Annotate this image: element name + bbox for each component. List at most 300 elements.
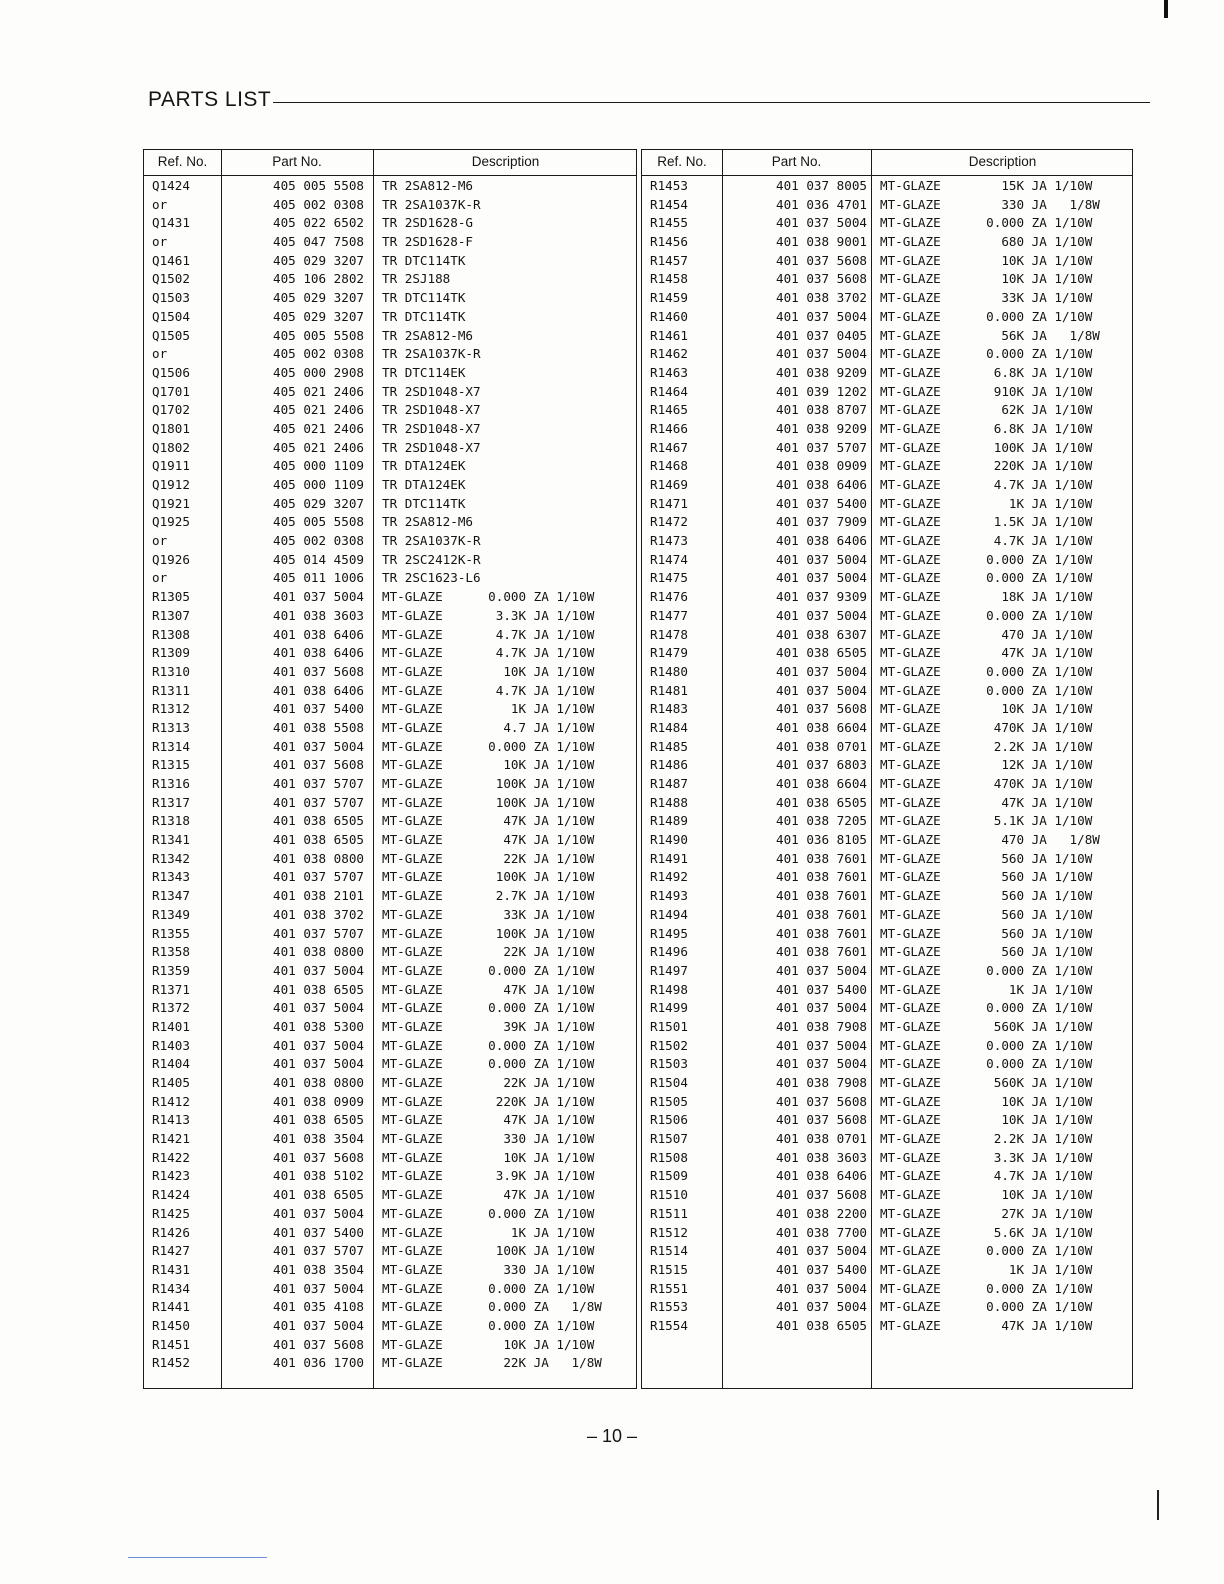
part-no-cell: 401 038 6505	[273, 832, 364, 848]
part-no-cell: 401 037 5707	[776, 439, 867, 455]
description-cell: MT-GLAZE 1K JA 1/10W	[880, 495, 1093, 511]
part-no-cell: 401 038 7908	[776, 1075, 867, 1090]
part-no-cell: 405 000 1109	[273, 477, 364, 492]
ref-no-cell: R1403	[152, 1037, 190, 1053]
description-cell: MT-GLAZE 0.000 ZA 1/10W	[880, 1299, 1093, 1315]
table-header	[144, 150, 636, 176]
table-row	[144, 551, 636, 570]
table-row	[144, 495, 636, 514]
table-row	[642, 513, 1132, 532]
table-row	[144, 1186, 636, 1205]
description-cell: MT-GLAZE 27K JA 1/10W	[880, 1205, 1093, 1221]
table-row	[642, 327, 1132, 346]
ref-no-cell: R1493	[650, 888, 688, 904]
part-no-cell: 401 038 0909	[776, 458, 867, 474]
description-cell: TR 2SJ188	[382, 271, 451, 287]
part-no-cell: 401 037 6803	[776, 757, 867, 773]
ref-no-cell: R1483	[650, 701, 688, 717]
ref-no-cell: R1468	[650, 458, 688, 474]
table-row	[642, 682, 1132, 701]
ref-no-cell: R1510	[650, 1187, 688, 1203]
ref-no-cell: R1454	[650, 196, 688, 212]
description-cell: MT-GLAZE 4.7K JA 1/10W	[880, 477, 1093, 492]
ref-no-cell: Q1502	[152, 271, 190, 287]
description-cell: TR DTC114TK	[382, 290, 466, 306]
ref-no-cell: R1427	[152, 1243, 190, 1259]
part-no-cell: 401 038 7601	[776, 925, 867, 941]
description-cell: MT-GLAZE 1K JA 1/10W	[880, 1261, 1093, 1277]
ref-no-cell: R1501	[650, 1018, 688, 1034]
ref-no-cell: R1485	[650, 738, 688, 754]
table-row	[642, 289, 1132, 308]
part-no-cell: 401 038 7700	[776, 1224, 867, 1240]
table-row	[144, 607, 636, 626]
part-no-cell: 405 011 1006	[273, 570, 364, 586]
ref-no-cell: R1359	[152, 962, 190, 978]
ref-no-cell: R1497	[650, 962, 688, 978]
table-row	[144, 177, 636, 196]
part-no-cell: 401 037 5004	[273, 1000, 364, 1016]
ref-no-cell: R1472	[650, 514, 688, 530]
part-no-cell: 401 037 5004	[776, 1243, 867, 1259]
description-cell: MT-GLAZE 0.000 ZA 1/10W	[880, 346, 1093, 362]
description-cell: MT-GLAZE 3.9K JA 1/10W	[382, 1168, 595, 1184]
description-cell: MT-GLAZE 10K JA 1/10W	[880, 1093, 1093, 1109]
ref-no-cell: R1425	[152, 1205, 190, 1221]
table-row	[642, 1037, 1132, 1056]
description-cell: MT-GLAZE 0.000 ZA 1/10W	[880, 1243, 1093, 1259]
table-row	[144, 1298, 636, 1317]
table-row	[642, 1111, 1132, 1130]
ref-no-cell: Q1424	[152, 178, 190, 193]
ref-no-cell: R1423	[152, 1168, 190, 1184]
description-cell: TR 2SA1037K-R	[382, 346, 481, 362]
part-no-cell: 401 037 5608	[776, 1187, 867, 1203]
description-cell: MT-GLAZE 2.7K JA 1/10W	[382, 888, 595, 904]
part-no-cell: 401 037 5004	[273, 1056, 364, 1072]
part-no-cell: 401 038 0909	[273, 1093, 364, 1109]
header-part-no: Part No.	[272, 154, 322, 169]
table-row	[144, 1354, 636, 1373]
table-row	[144, 981, 636, 1000]
part-no-cell: 405 014 4509	[273, 551, 364, 567]
description-cell: MT-GLAZE 2.2K JA 1/10W	[880, 1131, 1093, 1147]
ref-no-cell: R1496	[650, 944, 688, 960]
parts-table-left	[143, 149, 637, 1389]
description-cell: MT-GLAZE 2.2K JA 1/10W	[880, 738, 1093, 754]
part-no-cell: 401 038 3702	[776, 290, 867, 306]
description-cell: MT-GLAZE 12K JA 1/10W	[880, 757, 1093, 773]
ref-no-cell: R1503	[650, 1056, 688, 1072]
ref-no-cell: R1488	[650, 794, 688, 810]
part-no-cell: 401 038 6505	[273, 1187, 364, 1203]
description-cell: MT-GLAZE 22K JA 1/10W	[382, 944, 595, 960]
table-row	[144, 775, 636, 794]
part-no-cell: 401 038 6505	[273, 1112, 364, 1128]
ref-no-cell: R1481	[650, 682, 688, 698]
table-row	[642, 1280, 1132, 1299]
table-row	[144, 794, 636, 813]
table-row	[144, 569, 636, 588]
description-cell: TR 2SD1048-X7	[382, 420, 481, 436]
description-cell: MT-GLAZE 1K JA 1/10W	[880, 981, 1093, 997]
ref-no-cell: or	[152, 346, 168, 362]
part-no-cell: 401 037 5400	[273, 701, 364, 717]
description-cell: TR 2SD1048-X7	[382, 402, 481, 418]
description-cell: TR DTC114TK	[382, 252, 466, 268]
part-no-cell: 401 038 6505	[273, 813, 364, 829]
description-cell: TR 2SA812-M6	[382, 514, 473, 530]
table-row	[642, 831, 1132, 850]
description-cell: MT-GLAZE 100K JA 1/10W	[382, 1243, 595, 1259]
description-cell: MT-GLAZE 330 JA 1/10W	[382, 1131, 595, 1147]
ref-no-cell: Q1912	[152, 477, 190, 492]
description-cell: TR 2SD1048-X7	[382, 383, 481, 399]
ref-no-cell: Q1911	[152, 458, 190, 474]
part-no-cell: 401 038 9001	[776, 234, 867, 250]
table-row	[642, 196, 1132, 215]
description-cell: MT-GLAZE 4.7K JA 1/10W	[382, 645, 595, 661]
ref-no-cell: or	[152, 234, 168, 250]
part-no-cell: 401 037 5004	[776, 570, 867, 586]
part-no-cell: 401 037 5400	[273, 1224, 364, 1240]
ref-no-cell: R1459	[650, 290, 688, 306]
part-no-cell: 405 005 5508	[273, 178, 364, 193]
part-no-cell: 401 037 5608	[273, 663, 364, 679]
description-cell: MT-GLAZE 0.000 ZA 1/8W	[382, 1299, 602, 1315]
table-row	[642, 383, 1132, 402]
description-cell: MT-GLAZE 10K JA 1/10W	[880, 252, 1093, 268]
table-row	[144, 196, 636, 215]
part-no-cell: 401 037 5004	[776, 308, 867, 324]
part-no-cell: 405 002 0308	[273, 346, 364, 362]
description-cell: MT-GLAZE 39K JA 1/10W	[382, 1018, 595, 1034]
ref-no-cell: R1507	[650, 1131, 688, 1147]
table-row	[642, 439, 1132, 458]
part-no-cell: 401 038 6406	[273, 626, 364, 642]
ref-no-cell: R1554	[650, 1317, 688, 1333]
description-cell: MT-GLAZE 0.000 ZA 1/10W	[880, 1056, 1093, 1072]
description-cell: MT-GLAZE 4.7K JA 1/10W	[880, 533, 1093, 549]
table-row	[642, 794, 1132, 813]
description-cell: MT-GLAZE 10K JA 1/10W	[382, 663, 595, 679]
table-row	[642, 532, 1132, 551]
ref-no-cell: R1515	[650, 1261, 688, 1277]
table-row	[642, 700, 1132, 719]
table-row	[642, 756, 1132, 775]
description-cell: MT-GLAZE 47K JA 1/10W	[880, 645, 1093, 661]
description-cell: MT-GLAZE 4.7K JA 1/10W	[382, 626, 595, 642]
ref-no-cell: R1317	[152, 794, 190, 810]
part-no-cell: 401 038 3603	[273, 607, 364, 623]
ref-no-cell: Q1925	[152, 514, 190, 530]
ref-no-cell: R1479	[650, 645, 688, 661]
table-row	[144, 401, 636, 420]
part-no-cell: 401 037 5608	[273, 1336, 364, 1352]
ref-no-cell: R1461	[650, 327, 688, 343]
table-row	[144, 1018, 636, 1037]
ref-no-cell: R1494	[650, 906, 688, 922]
table-row	[144, 1093, 636, 1112]
part-no-cell: 401 037 5004	[273, 1280, 364, 1296]
ref-no-cell: R1431	[152, 1261, 190, 1277]
header-description: Description	[471, 154, 540, 169]
part-no-cell: 401 038 5102	[273, 1168, 364, 1184]
description-cell: MT-GLAZE 6.8K JA 1/10W	[880, 420, 1093, 436]
ref-no-cell: R1551	[650, 1280, 688, 1296]
table-row	[642, 775, 1132, 794]
table-row	[642, 1242, 1132, 1261]
page-title: PARTS LIST	[148, 88, 272, 111]
ref-no-cell: R1342	[152, 850, 190, 866]
table-row	[642, 925, 1132, 944]
ref-no-cell: or	[152, 196, 168, 212]
table-row	[144, 439, 636, 458]
description-cell: MT-GLAZE 56K JA 1/8W	[880, 327, 1100, 343]
ref-no-cell: R1455	[650, 215, 688, 231]
table-row	[144, 1224, 636, 1243]
table-row	[144, 308, 636, 327]
part-no-cell: 401 038 6604	[776, 719, 867, 735]
description-cell: MT-GLAZE 4.7 JA 1/10W	[382, 719, 595, 735]
header-ref-no: Ref. No.	[657, 154, 707, 169]
table-row	[144, 327, 636, 346]
part-no-cell: 401 038 7205	[776, 813, 867, 829]
description-cell: MT-GLAZE 0.000 ZA 1/10W	[382, 1056, 595, 1072]
part-no-cell: 405 029 3207	[273, 495, 364, 511]
table-row	[642, 906, 1132, 925]
table-row	[144, 906, 636, 925]
ref-no-cell: Q1921	[152, 495, 190, 511]
part-no-cell: 405 106 2802	[273, 271, 364, 287]
part-no-cell: 401 038 3702	[273, 906, 364, 922]
table-row	[642, 962, 1132, 981]
table-row	[642, 401, 1132, 420]
table-row	[144, 513, 636, 532]
part-no-cell: 401 037 5608	[273, 1149, 364, 1165]
table-row	[144, 719, 636, 738]
part-no-cell: 401 037 5004	[273, 1205, 364, 1221]
table-row	[144, 850, 636, 869]
ref-no-cell: R1463	[650, 364, 688, 380]
ref-no-cell: R1452	[152, 1355, 190, 1371]
ref-no-cell: R1450	[152, 1317, 190, 1333]
part-no-cell: 401 038 9209	[776, 420, 867, 436]
description-cell: MT-GLAZE 1.5K JA 1/10W	[880, 514, 1093, 530]
ref-no-cell: Q1504	[152, 308, 190, 324]
part-no-cell: 401 038 3603	[776, 1149, 867, 1165]
ref-no-cell: R1316	[152, 776, 190, 791]
part-no-cell: 401 037 5400	[776, 981, 867, 997]
description-cell: MT-GLAZE 0.000 ZA 1/10W	[880, 1280, 1093, 1296]
description-cell: MT-GLAZE 22K JA 1/10W	[382, 850, 595, 866]
ref-no-cell: R1486	[650, 757, 688, 773]
table-row	[642, 868, 1132, 887]
ref-no-cell: R1467	[650, 439, 688, 455]
part-no-cell: 405 005 5508	[273, 514, 364, 530]
part-no-cell: 401 038 6604	[776, 776, 867, 791]
description-cell: MT-GLAZE 560K JA 1/10W	[880, 1075, 1093, 1090]
table-row	[144, 1280, 636, 1299]
description-cell: MT-GLAZE 220K JA 1/10W	[880, 458, 1093, 474]
table-row	[144, 233, 636, 252]
description-cell: MT-GLAZE 330 JA 1/8W	[880, 196, 1100, 212]
description-cell: TR DTC114TK	[382, 495, 466, 511]
part-no-cell: 401 038 0701	[776, 1131, 867, 1147]
part-no-cell: 401 037 5608	[273, 757, 364, 773]
table-row	[642, 1261, 1132, 1280]
part-no-cell: 401 037 5004	[776, 1000, 867, 1016]
description-cell: TR 2SC1623-L6	[382, 570, 481, 586]
ref-no-cell: R1460	[650, 308, 688, 324]
description-cell: TR DTC114EK	[382, 364, 466, 380]
part-no-cell: 401 037 5004	[776, 1056, 867, 1072]
part-no-cell: 401 037 5608	[776, 252, 867, 268]
table-row	[642, 345, 1132, 364]
footer-rule	[128, 1557, 267, 1558]
ref-no-cell: or	[152, 533, 168, 549]
description-cell: MT-GLAZE 560 JA 1/10W	[880, 925, 1093, 941]
table-row	[144, 756, 636, 775]
description-cell: MT-GLAZE 0.000 ZA 1/10W	[382, 1317, 595, 1333]
table-row	[642, 607, 1132, 626]
part-no-cell: 401 036 4701	[776, 196, 867, 212]
description-cell: MT-GLAZE 0.000 ZA 1/10W	[382, 962, 595, 978]
part-no-cell: 401 037 5004	[776, 346, 867, 362]
table-row	[642, 457, 1132, 476]
description-cell: MT-GLAZE 6.8K JA 1/10W	[880, 364, 1093, 380]
table-row	[642, 1317, 1132, 1336]
part-no-cell: 401 037 5004	[776, 682, 867, 698]
table-row	[642, 738, 1132, 757]
description-cell: MT-GLAZE 100K JA 1/10W	[382, 869, 595, 885]
ref-no-cell: R1309	[152, 645, 190, 661]
description-cell: MT-GLAZE 33K JA 1/10W	[880, 290, 1093, 306]
description-cell: MT-GLAZE 47K JA 1/10W	[382, 1112, 595, 1128]
part-no-cell: 401 038 6406	[776, 1168, 867, 1184]
table-row	[144, 738, 636, 757]
description-cell: MT-GLAZE 560K JA 1/10W	[880, 1018, 1093, 1034]
description-cell: MT-GLAZE 0.000 ZA 1/10W	[382, 1000, 595, 1016]
ref-no-cell: R1453	[650, 178, 688, 193]
ref-no-cell: R1434	[152, 1280, 190, 1296]
margin-tick	[1157, 1490, 1159, 1520]
table-row	[642, 308, 1132, 327]
ref-no-cell: R1318	[152, 813, 190, 829]
description-cell: TR DTA124EK	[382, 477, 466, 492]
description-cell: MT-GLAZE 560 JA 1/10W	[880, 869, 1093, 885]
table-row	[144, 925, 636, 944]
table-row	[642, 1149, 1132, 1168]
table-row	[144, 644, 636, 663]
ref-no-cell: Q1506	[152, 364, 190, 380]
description-cell: MT-GLAZE 33K JA 1/10W	[382, 906, 595, 922]
ref-no-cell: R1477	[650, 607, 688, 623]
part-no-cell: 401 036 8105	[776, 832, 867, 848]
description-cell: MT-GLAZE 47K JA 1/10W	[382, 832, 595, 848]
table-row	[642, 214, 1132, 233]
ref-no-cell: R1311	[152, 682, 190, 698]
part-no-cell: 401 038 2101	[273, 888, 364, 904]
part-no-cell: 401 039 1202	[776, 383, 867, 399]
part-no-cell: 401 037 9309	[776, 589, 867, 605]
ref-no-cell: R1412	[152, 1093, 190, 1109]
description-cell: MT-GLAZE 47K JA 1/10W	[880, 1317, 1093, 1333]
description-cell: TR DTC114TK	[382, 308, 466, 324]
part-no-cell: 401 038 3504	[273, 1261, 364, 1277]
table-row	[144, 420, 636, 439]
description-cell: MT-GLAZE 4.7K JA 1/10W	[880, 1168, 1093, 1184]
part-no-cell: 405 000 2908	[273, 364, 364, 380]
table-row	[144, 345, 636, 364]
part-no-cell: 401 037 5004	[273, 738, 364, 754]
description-cell: MT-GLAZE 1K JA 1/10W	[382, 1224, 595, 1240]
ref-no-cell: R1478	[650, 626, 688, 642]
ref-no-cell: R1341	[152, 832, 190, 848]
table-row	[642, 588, 1132, 607]
description-cell: MT-GLAZE 470K JA 1/10W	[880, 776, 1093, 791]
table-row	[642, 1205, 1132, 1224]
page-number: – 10 –	[586, 1426, 638, 1446]
part-no-cell: 405 002 0308	[273, 533, 364, 549]
part-no-cell: 405 021 2406	[273, 439, 364, 455]
part-no-cell: 401 038 7601	[776, 869, 867, 885]
part-no-cell: 401 036 1700	[273, 1355, 364, 1371]
table-row	[144, 457, 636, 476]
description-cell: MT-GLAZE 100K JA 1/10W	[880, 439, 1093, 455]
ref-no-cell: R1495	[650, 925, 688, 941]
table-row	[144, 214, 636, 233]
part-no-cell: 401 038 6406	[273, 682, 364, 698]
table-row	[642, 999, 1132, 1018]
description-cell: MT-GLAZE 0.000 ZA 1/10W	[880, 962, 1093, 978]
description-cell: MT-GLAZE 3.3K JA 1/10W	[880, 1149, 1093, 1165]
part-no-cell: 405 000 1109	[273, 458, 364, 474]
table-row	[642, 1224, 1132, 1243]
part-no-cell: 401 037 5004	[776, 962, 867, 978]
ref-no-cell: R1312	[152, 701, 190, 717]
part-no-cell: 401 038 6505	[273, 981, 364, 997]
description-cell: MT-GLAZE 220K JA 1/10W	[382, 1093, 595, 1109]
part-no-cell: 401 038 7601	[776, 944, 867, 960]
ref-no-cell: R1458	[650, 271, 688, 287]
description-cell: MT-GLAZE 10K JA 1/10W	[382, 757, 595, 773]
description-cell: MT-GLAZE 10K JA 1/10W	[880, 701, 1093, 717]
description-cell: MT-GLAZE 910K JA 1/10W	[880, 383, 1093, 399]
table-row	[642, 981, 1132, 1000]
ref-no-cell: R1489	[650, 813, 688, 829]
part-no-cell: 401 038 6505	[776, 794, 867, 810]
part-no-cell: 401 037 7909	[776, 514, 867, 530]
part-no-cell: 401 038 6505	[776, 1317, 867, 1333]
description-cell: MT-GLAZE 10K JA 1/10W	[382, 1336, 595, 1352]
part-no-cell: 401 038 5508	[273, 719, 364, 735]
part-no-cell: 401 037 5004	[273, 1037, 364, 1053]
ref-no-cell: R1484	[650, 719, 688, 735]
ref-no-cell: R1512	[650, 1224, 688, 1240]
table-row	[144, 1336, 636, 1355]
description-cell: MT-GLAZE 5.1K JA 1/10W	[880, 813, 1093, 829]
table-row	[642, 1018, 1132, 1037]
ref-no-cell: R1305	[152, 589, 190, 605]
header-ref-no: Ref. No.	[157, 154, 208, 169]
description-cell: MT-GLAZE 0.000 ZA 1/10W	[382, 589, 595, 605]
ref-no-cell: R1314	[152, 738, 190, 754]
ref-no-cell: R1313	[152, 719, 190, 735]
description-cell: MT-GLAZE 15K JA 1/10W	[880, 178, 1093, 193]
description-cell: MT-GLAZE 330 JA 1/10W	[382, 1261, 595, 1277]
ref-no-cell: Q1702	[152, 402, 190, 418]
